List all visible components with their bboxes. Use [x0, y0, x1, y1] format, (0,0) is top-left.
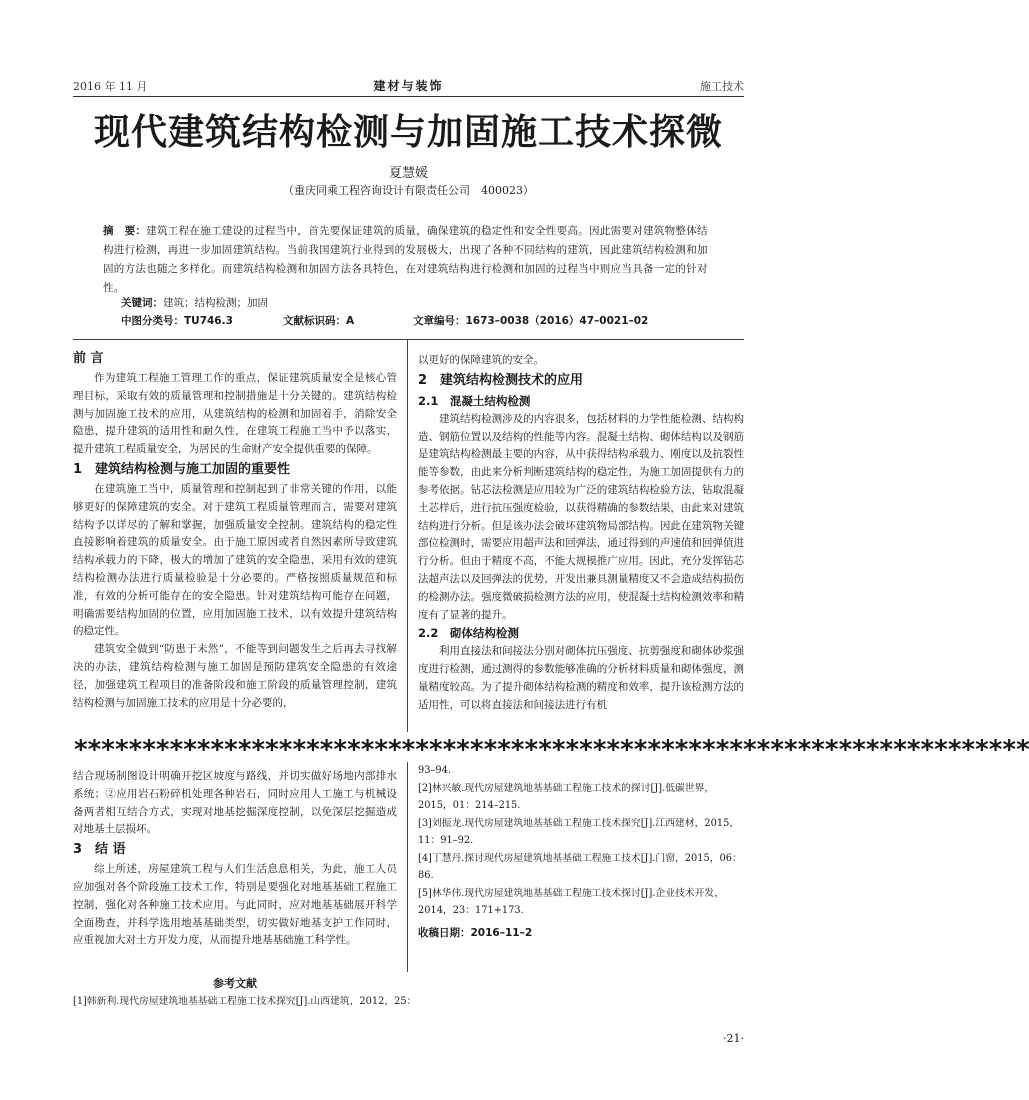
- received-date: 收稿日期：2016–11–2: [418, 927, 533, 939]
- left-column: [73, 348, 397, 740]
- document-code: [283, 313, 354, 328]
- section-3-heading: 3 结 语: [73, 842, 126, 858]
- section-3-paragraph: 综上所述，房屋建筑工程与人们生活息息相关，为此，施工人员应加强对各个阶段施工技术工作，特别是要强化对地基基础工程施工控制，强化对各种施工技术应用。与此同时，应对地基基础展开科学全面勘查，并科学选用地基基础类型，切实做好地基支护工作同时，应重视加大对土方开发力度，从而提升地基基础施工科学性。: [73, 863, 397, 947]
- abstract-text: 建筑工程在施工建设的过程当中，首先要保证建筑的质量，确保建筑的稳定性和安全性要高。因此需要对建筑物整体结构进行检测，再进一步加固建筑结构。当前我国建筑行业得到的发展极大，出现了各种不同结构的建筑，因此建筑结构检测和加固的方法也随之多样化。而建筑结构检测和加固方法各具特色，在对建筑结构进行检测和加固的过程当中则应当具备一定的针对性。: [103, 225, 708, 294]
- section-2-2-heading: 2.2 砌体结构检测: [418, 626, 519, 641]
- section-2-heading: 2 建筑结构检测技术的应用: [418, 372, 584, 388]
- reference-item: [2]林兴敏.现代房屋建筑地基基础工程施工技术的探讨[J].低碳世界，2015，01：214–215.: [418, 782, 715, 811]
- section-1-paragraph-2: 建筑安全做到“防患于未然”，不能等到问题发生之后再去寻找解决的办法，建筑结构检测与施工加固是预防建筑安全隐患的有效途径，加强建筑工程项目的准备阶段和施工阶段的质量管理控制，建筑结构检测与加固施工技术的应用是十分必要的，: [73, 643, 397, 709]
- clc-number: [121, 313, 233, 328]
- left-column-bottom: [73, 768, 397, 1058]
- reference-item: [3]刘振龙.现代房屋建筑地基基础工程施工技术探究[J].江西建材，2015，11：91–92.: [418, 817, 740, 846]
- article-separator: **********************************************************************: [73, 735, 1029, 765]
- section-name: 施工技术: [700, 80, 744, 93]
- section-2-1-heading: 2.1 混凝土结构检测: [418, 393, 531, 408]
- abstract-label: 摘 要：: [103, 225, 147, 237]
- section-1-heading: 1 建筑结构检测与施工加固的重要性: [73, 461, 291, 477]
- preface-heading: 前 言: [73, 351, 104, 366]
- article-number: [413, 313, 648, 328]
- article-author: 夏慧媛: [388, 166, 428, 181]
- keywords-label: 关键词：: [121, 297, 163, 309]
- abstract: [103, 222, 718, 294]
- references-title: 参考文献: [213, 977, 257, 990]
- section-2-2-paragraph: 利用直接法和间接法分别对砌体抗压强度、抗剪强度和砌体砂浆强度进行检测，通过测得的参数能够准确的分析材料质量和砌体强度，测量精度较高。为了提升砌体结构检测的精度和效率，提升该检测方法的适用性，可以将直接法和间接法进行有机: [418, 645, 744, 711]
- journal-name: 建材与装饰: [373, 79, 444, 93]
- header-date: 2016 年 11 月: [73, 80, 148, 93]
- previous-article-text: 结合现场制图设计明确开挖区坡度与路线，并切实做好场地内部排水系统；②应用岩石粉碎机处理各种岩石，同时应用人工施工与机械设备两者相互结合方式，实现对地基挖掘深度控制，以免深层挖掘造成对地基土层损坏。: [73, 770, 397, 836]
- article-title: 现代建筑结构检测与加固施工技术探微: [93, 111, 723, 153]
- reference-item: [4]丁慧丹.探讨现代房屋建筑地基基础工程施工技术[J].门窗，2015，06：86.: [418, 852, 742, 881]
- header-rule: [73, 96, 744, 97]
- preface-paragraph: 作为建筑工程施工管理工作的重点，保证建筑质量安全是核心管理目标，采取有效的质量管理和控制措施是十分关键的。建筑结构检测与加固施工技术的应用，从建筑结构的检测和加固着手，消除安全隐患，提升建筑的适用性和耐久性，在建筑工程施工当中予以落实，提升建筑工程质量安全，为居民的生命财产安全提供重要的保障。: [73, 372, 397, 456]
- reference-item: 93–94.: [418, 765, 451, 776]
- clc-value: TU746.3: [184, 315, 233, 327]
- article-no-label: 文章编号：: [413, 315, 466, 327]
- section-1-paragraph-1: 在建筑施工当中，质量管理和控制起到了非常关键的作用，以能够更好的保障建筑的安全。对于建筑工程质量管理而言，需要对建筑结构予以详尽的了解和掌握，加强质量安全控制。建筑结构的稳定性直接影响着建筑的质量安全。由于施工原因或者自然因素所导致建筑结构承载力的下降，极大的增加了建筑的安全隐患，采用有效的建筑结构检测办法进行质量检验是十分必要的。严格按照质量规范和标准，有效的分析可能存在的安全隐患。针对建筑结构可能存在问题，明确需要结构加固的位置，应用加固施工技术，以有效提升建筑结构的稳定性。: [73, 482, 397, 638]
- reference-item: [5]林华伟.现代房屋建筑地基基础工程施工技术探讨[J].企业技术开发，2014，23：171+173.: [418, 887, 724, 916]
- reference-item: [1]韩新利.现代房屋建筑地基基础工程施工技术探究[J].山西建筑，2012，25：: [73, 996, 417, 1007]
- section-2-1-paragraph: 建筑结构检测涉及的内容很多，包括材料的力学性能检测、结构构造、钢筋位置以及结构的性能等内容。混凝土结构、砌体结构以及钢筋是建筑结构检测最主要的内容，从中获得结构承载力、刚度以及抗裂性能等参数，由此来分析判断建筑结构的稳定性，为施工加固提供有力的参考依据。钻芯法检测是应用较为广泛的建筑结构检验方法，钻取混凝土芯样后，进行抗压强度检验，以获得精确的参数结果，由此来对建筑结构进行分析。但是该办法会破坏建筑物局部结构。因此在建筑物关键部位检测时，需要应用超声法和回弹法，通过得到的声速值和回弹值进行分析。但由于精度不高，不能大规模推广应用。因此，充分发挥钻芯法超声法以及回弹法的优势，开发出兼具测量精度又不会造成结构损伤的检测办法。强度微破损检测方法的应用，使混凝土结构检测效率和精度有了显著的提升。: [418, 412, 744, 621]
- column-divider-bottom: [407, 762, 408, 972]
- column-divider: [407, 340, 408, 732]
- author-affiliation: （重庆同乘工程咨询设计有限责任公司 400023）: [283, 184, 534, 197]
- keywords: [121, 295, 268, 310]
- doc-code-label: 文献标识码：: [283, 315, 346, 327]
- article-no-value: 1673–0038（2016）47–0021–02: [465, 315, 649, 327]
- continued-text: 以更好的保障建筑的安全。: [418, 354, 544, 366]
- keywords-text: 建筑；结构检测；加固: [163, 297, 268, 309]
- abstract-rule: [73, 339, 744, 340]
- page-number: ·21·: [723, 1032, 744, 1045]
- right-column: [418, 352, 744, 740]
- clc-label: 中图分类号：: [121, 315, 184, 327]
- doc-code-value: A: [346, 315, 355, 327]
